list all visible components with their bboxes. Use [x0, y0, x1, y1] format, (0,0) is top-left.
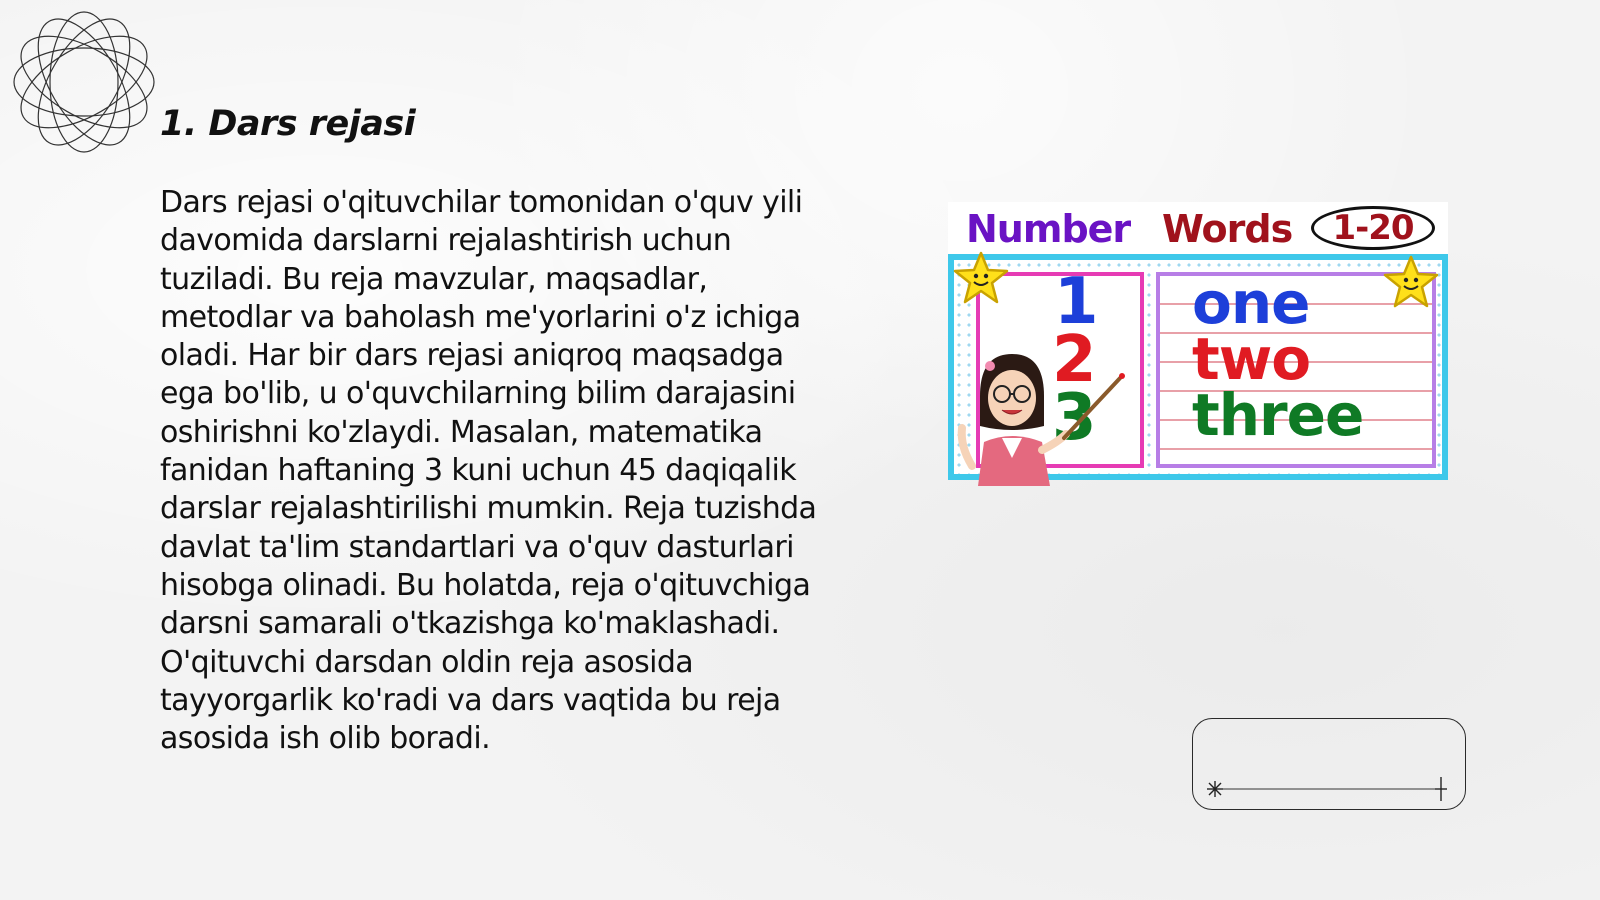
image-header: [948, 202, 1448, 254]
image-title-number: Number: [966, 207, 1131, 251]
word-two: two: [1192, 325, 1311, 393]
spirograph-circle-icon: [10, 8, 158, 156]
sparkle-line-icon: [1193, 719, 1467, 811]
digit-three: 3: [1052, 381, 1097, 455]
smiling-star-icon: [1382, 254, 1440, 310]
number-words-image: [948, 202, 1448, 480]
image-range-badge: 1-20: [1311, 206, 1435, 250]
digit-two: 2: [1052, 323, 1097, 397]
image-title-words: Words: [1162, 207, 1293, 251]
slide-title: 1. Dars rejasi: [160, 104, 416, 144]
word-one: one: [1192, 269, 1310, 337]
teacher-illustration: [950, 346, 1130, 486]
digit-one: 1: [1054, 265, 1099, 339]
word-three: three: [1192, 381, 1364, 449]
body-paragraph: Dars rejasi o'qituvchilar tomonidan o'quv yili davomida darslarni rejalashtirish uchun tuziladi. Bu reja mavzular, maqsadlar, metodlar va baholash me'yorlarini o'z ichiga oladi. Har bir dars rejasi aniqroq maqsadga ega bo'lib, u o'quvchilarning bilim darajasini oshirishni ko'zlaydi. Masalan, matematika fanidan haftaning 3 kuni uchun 45 daqiqalik darslar rejalashtirilishi mumkin. Reja tuzishda davlat ta'lim standartlari va o'quv dasturlari hisobga olinadi. Bu holatda, reja o'qituvchiga darsni samarali o'tkazishga ko'maklashadi. O'qituvchi darsdan oldin reja asosida tayyorgarlik ko'radi va dars vaqtida bu reja asosida ish olib boradi.: [160, 185, 817, 757]
smiling-star-icon: [952, 250, 1010, 306]
decorative-frame: [1192, 718, 1466, 810]
